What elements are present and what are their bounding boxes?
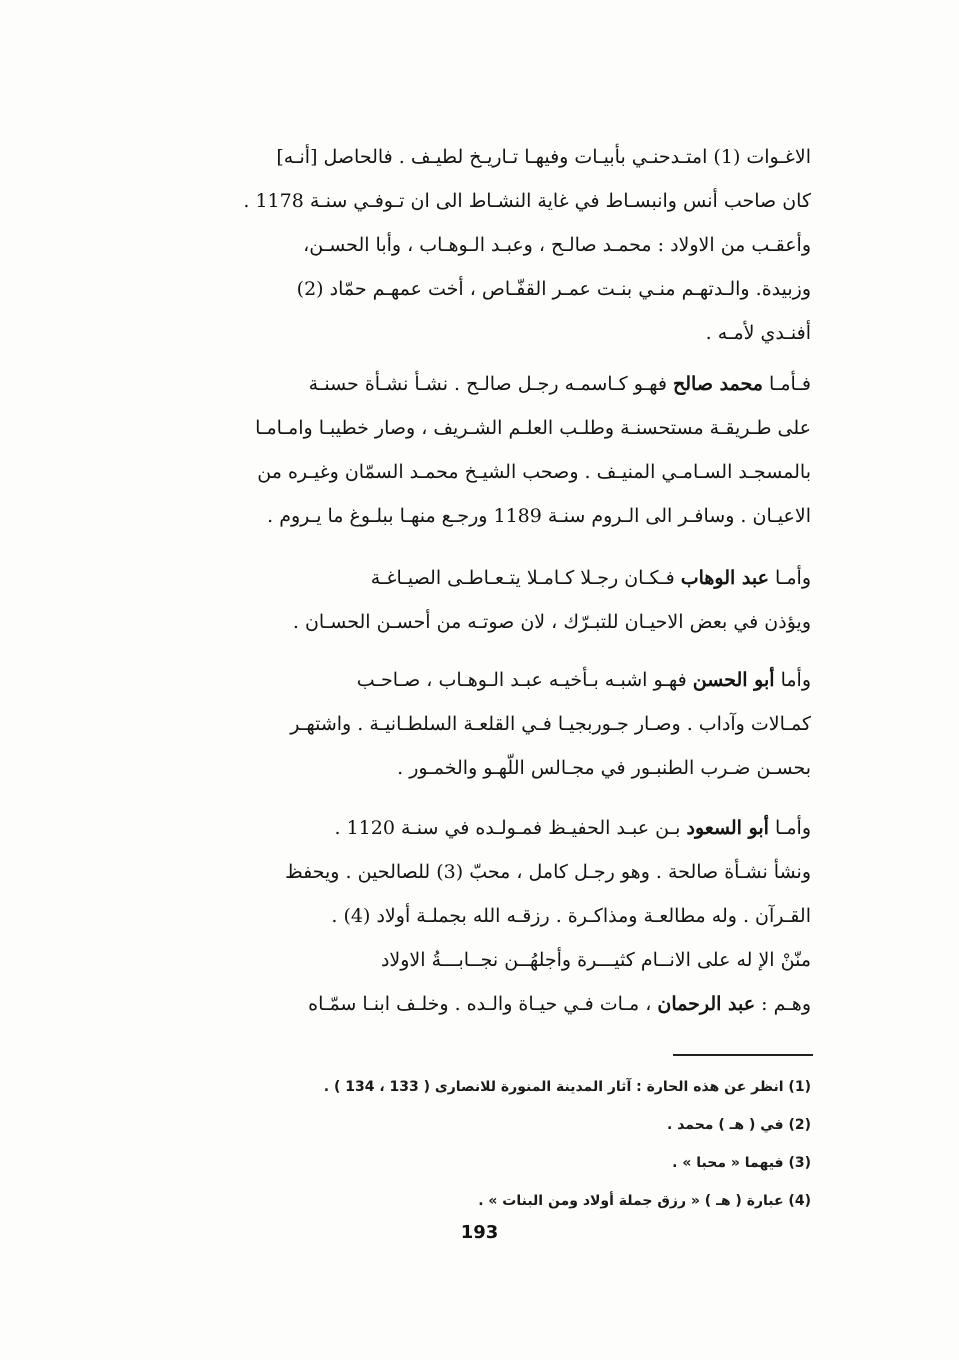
paragraph-1 — [131, 135, 811, 355]
text-line: ونشأ نشـأة صالحة . وهو رجـل كامل ، محبّ (3) للصالحين . ويحفظ — [285, 861, 811, 883]
text-line: وأما أبو الحسن فهـو اشبـه بـأخيـه عبـد الـوهـاب ، صـاحـب — [356, 669, 811, 691]
text-line: الاعيـان . وسافـر الى الـروم سنـة 1189 ورجـع منهـا ببلـوغ ما يـروم . — [267, 505, 811, 527]
footnote-divider — [673, 1054, 813, 1056]
footnote-4: (4) عبارة ( هـ ) « رزق جملة أولاد ومن البنات » . — [478, 1193, 811, 1209]
footnote-1: (1) انظر عن هذه الحارة : آثار المدينة المنورة للانصارى ( 133 ، 134 ) . — [323, 1079, 811, 1095]
text-line: كان صاحب أنس وانبسـاط في غاية النشـاط الى ان تـوفـي سنـة 1178 . — [243, 190, 811, 212]
footnotes — [151, 1068, 811, 1220]
paragraph-3 — [131, 556, 811, 644]
text-line: وهـم : عبد الرحمان ، مـات فـي حيـاة والـده . وخلـف ابنـا سمّـاه — [308, 993, 811, 1015]
text-line: وأمـا عبد الوهاب فـكـان رجـلا كـامـلا يتـعـاطـى الصيـاغـة — [370, 567, 811, 589]
text-line: أفنـدي لأمـه . — [705, 322, 811, 344]
footnote-2: (2) في ( هـ ) محمد . — [667, 1117, 811, 1133]
text-line: فـأمـا محمد صالح فهـو كـاسمـه رجـل صالـح . نشـأ نشـأة حسنـة — [308, 373, 811, 395]
page-number: 193 — [460, 1222, 499, 1243]
poem-line: منّنْ الإ له على الانــام كثيـــرة وأجلهُــن نجــابـــةُ الاولاد — [380, 949, 811, 971]
text-line: وأمـا أبو السعود بـن عبـد الحفيـظ فمـولـده في سنـة 1120 . — [334, 817, 811, 839]
text-line: القـرآن . وله مطالعـة ومذاكـرة . رزقـه الله بجملـة أولاد (4) . — [331, 905, 811, 927]
text-line: وزبيدة. والـدتهـم منـي بنـت عمـر القفّـاص ، أخت عمهـم حمّاد (2) — [296, 278, 811, 300]
text-line: ويؤذن في بعض الاحيـان للتبـرّك ، لان صوتـه من أحسـن الحسـان . — [292, 611, 811, 633]
text-line: كمـالات وآداب . وصـار جـوربجيـا فـي القلعـة السلطـانيـة . واشتهـر — [290, 713, 811, 735]
text-line: الاغـوات (1) امتـدحنـي بأبيـات وفيهـا تـاريـخ لطيـف . فالحاصل [أنـه] — [276, 146, 811, 168]
text-line: على طـريقـة مستحسنـة وطلـب العلـم الشـريف ، وصار خطيبـا وامـامـا — [255, 417, 811, 439]
text-line: بالمسجـد السـامـي المنيـف . وصحب الشيـخ محمـد السمّان وغيـره من — [257, 461, 811, 483]
text-line: بحسـن ضـرب الطنبـور في مجـالس اللّهـو والخمـور . — [397, 757, 811, 779]
text-line: وأعقـب من الاولاد : محمـد صالـح ، وعبـد الـوهـاب ، وأبا الحسـن، — [303, 234, 811, 256]
paragraph-4 — [131, 658, 811, 790]
paragraph-5 — [131, 806, 811, 1026]
paragraph-2 — [131, 362, 811, 538]
footnote-3: (3) فيهما « محبا » . — [672, 1155, 811, 1171]
